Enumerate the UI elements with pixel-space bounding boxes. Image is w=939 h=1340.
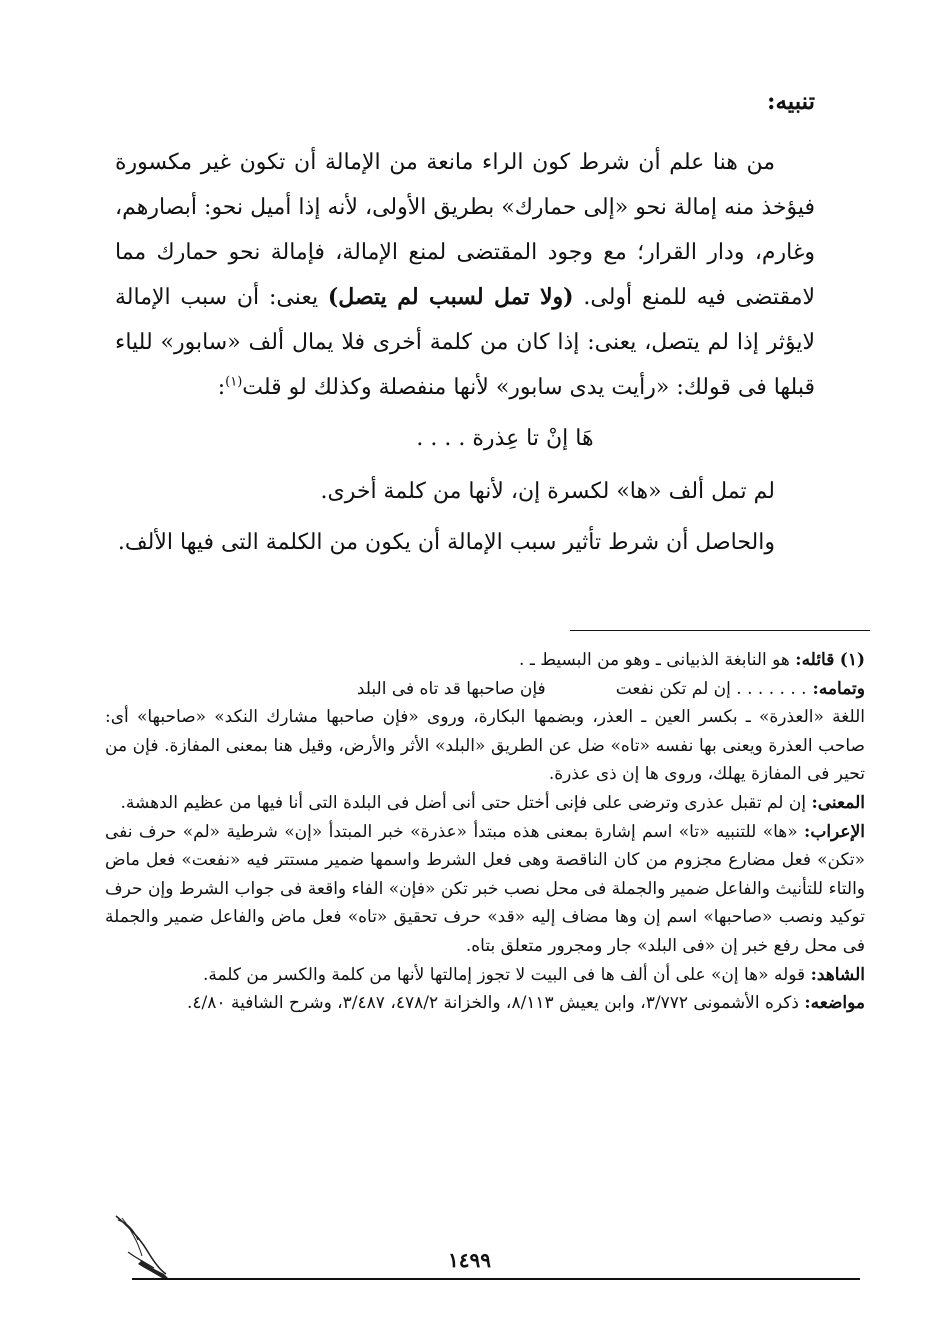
footnotes <box>105 646 865 1018</box>
sources-label: مواضعه: <box>804 993 865 1014</box>
parsing-label: الإعراب: <box>804 821 865 842</box>
page-number: ١٤٩٩ <box>448 1248 491 1272</box>
meaning-note <box>105 789 865 818</box>
verse-hemistich-1: . . . . . . . إن لم تكن نفعت <box>615 678 807 699</box>
sources-note <box>105 989 865 1018</box>
meaning-text: إن لم تقبل عذرى وترضى على فإنى أختل حتى أنى أضل فى البلدة التى أنا فيها من عظيم الدهشة. <box>120 792 807 813</box>
paragraph-1-continued: يعنى: أن سبب الإمالة لايؤثر إذا لم يتصل، يعنى: إذا كان من كلمة أخرى فلا يمال ألف «سابور» للياء قبلها فى قولك: «رأيت يدى سابور» لأنها منفصلة وكذلك لو قلت <box>115 285 815 400</box>
completion-label: وتمامه: <box>812 678 865 699</box>
paragraph-1 <box>115 140 815 410</box>
paragraph-2: لم تمل ألف «ها» لكسرة إن، لأنها من كلمة أخرى. <box>320 479 775 504</box>
footnote-reference[interactable]: (١) <box>225 374 243 390</box>
verse-hemistich-2: فإن صاحبها قد تاه فى البلد <box>356 678 546 699</box>
parsing-text: «ها» للتنبيه «تا» اسم إشارة بمعنى هذه مبتدأ «عذرة» خبر المبتدأ «إن» شرطية «لم» حرف نفى «تكن» فعل مضارع مجزوم من كان الناقصة وهى فعل الشرط واسمها ضمير مستتر فيه «نفعت» فعل ماض والتاء للتأنيث والفاعل ضمير والجملة فى محل نصب خبر تكن «فإن» الفاء واقعة فى جواب الشرط وإن حرف توكيد ونصب «صاحبها» اسم إن وها مضاف إليه «قد» حرف تحقيق «تاه» فعل ماض والفاعل ضمير والجملة فى محل رفع خبر إن «فى البلد» جار ومجرور متعلق بتاه. <box>105 821 865 956</box>
sayer-text: هو النابغة الذبيانى ـ وهو من البسيط ـ . <box>519 650 790 670</box>
meaning-label: المعنى: <box>811 792 865 813</box>
footnote-1-intro <box>105 646 865 675</box>
footnote-number: (١) <box>839 650 865 670</box>
paragraph-1-text: من هنا علم أن شرط كون الراء مانعة من الإمالة أن تكون غير مكسورة فيؤخذ منه إمالة نحو «إلى حمارك» بطريق الأولى، لأنه إذا أميل نحو: أبصارهم، وغارم، ودار القرار؛ مع وجود المقتضى لمنع الإمالة، فإمالة نحو حمارك مما لامقتضى فيه للمنع أولى. <box>115 150 816 310</box>
paragraph-1-end: : <box>217 375 226 400</box>
sources-text: ذكره الأشمونى ٣/٧٧٢، وابن يعيش ٨/١١٣، والخزانة ٤٧٨/٢، ٣/٤٨٧، وشرح الشافية ٤/٨٠. <box>187 993 799 1014</box>
paragraph-3: والحاصل أن شرط تأثير سبب الإمالة أن يكون من الكلمة التى فيها الألف. <box>117 530 775 555</box>
evidence-label: الشاهد: <box>810 964 865 985</box>
bottom-rule <box>132 1278 860 1280</box>
parsing-note <box>105 818 865 961</box>
language-note: اللغة «العذرة» ـ بكسر العين ـ العذر، وبضمها البكارة، وروى «فإن صاحبها مشارك النكد» «صاحبها» أى: صاحب العذرة ويعنى بها نفسه «تاه» ضل عن الطريق «البلد» الأثر والأرض، وقيل هنا بمعنى المفازة. فإن من تحير فى المفازة يهلك، وروى ها إن ذى عذرة. <box>105 707 865 785</box>
footnote-separator <box>570 630 870 631</box>
evidence-text: قوله «ها إن» على أن ألف ها فى البيت لا تجوز إمالتها لأنها من كلمة والكسر من كلمة. <box>202 964 806 985</box>
verse-line: هَا إنْ تا عِذرة . . . . <box>416 426 594 451</box>
verse-completion <box>105 675 865 704</box>
sayer-label: قائله: <box>795 650 835 670</box>
main-text <box>115 140 815 565</box>
rule-quote: (ولا تمل لسبب لم يتصل) <box>327 284 574 310</box>
evidence-note <box>105 961 865 990</box>
section-heading: تنبيه: <box>766 88 815 115</box>
